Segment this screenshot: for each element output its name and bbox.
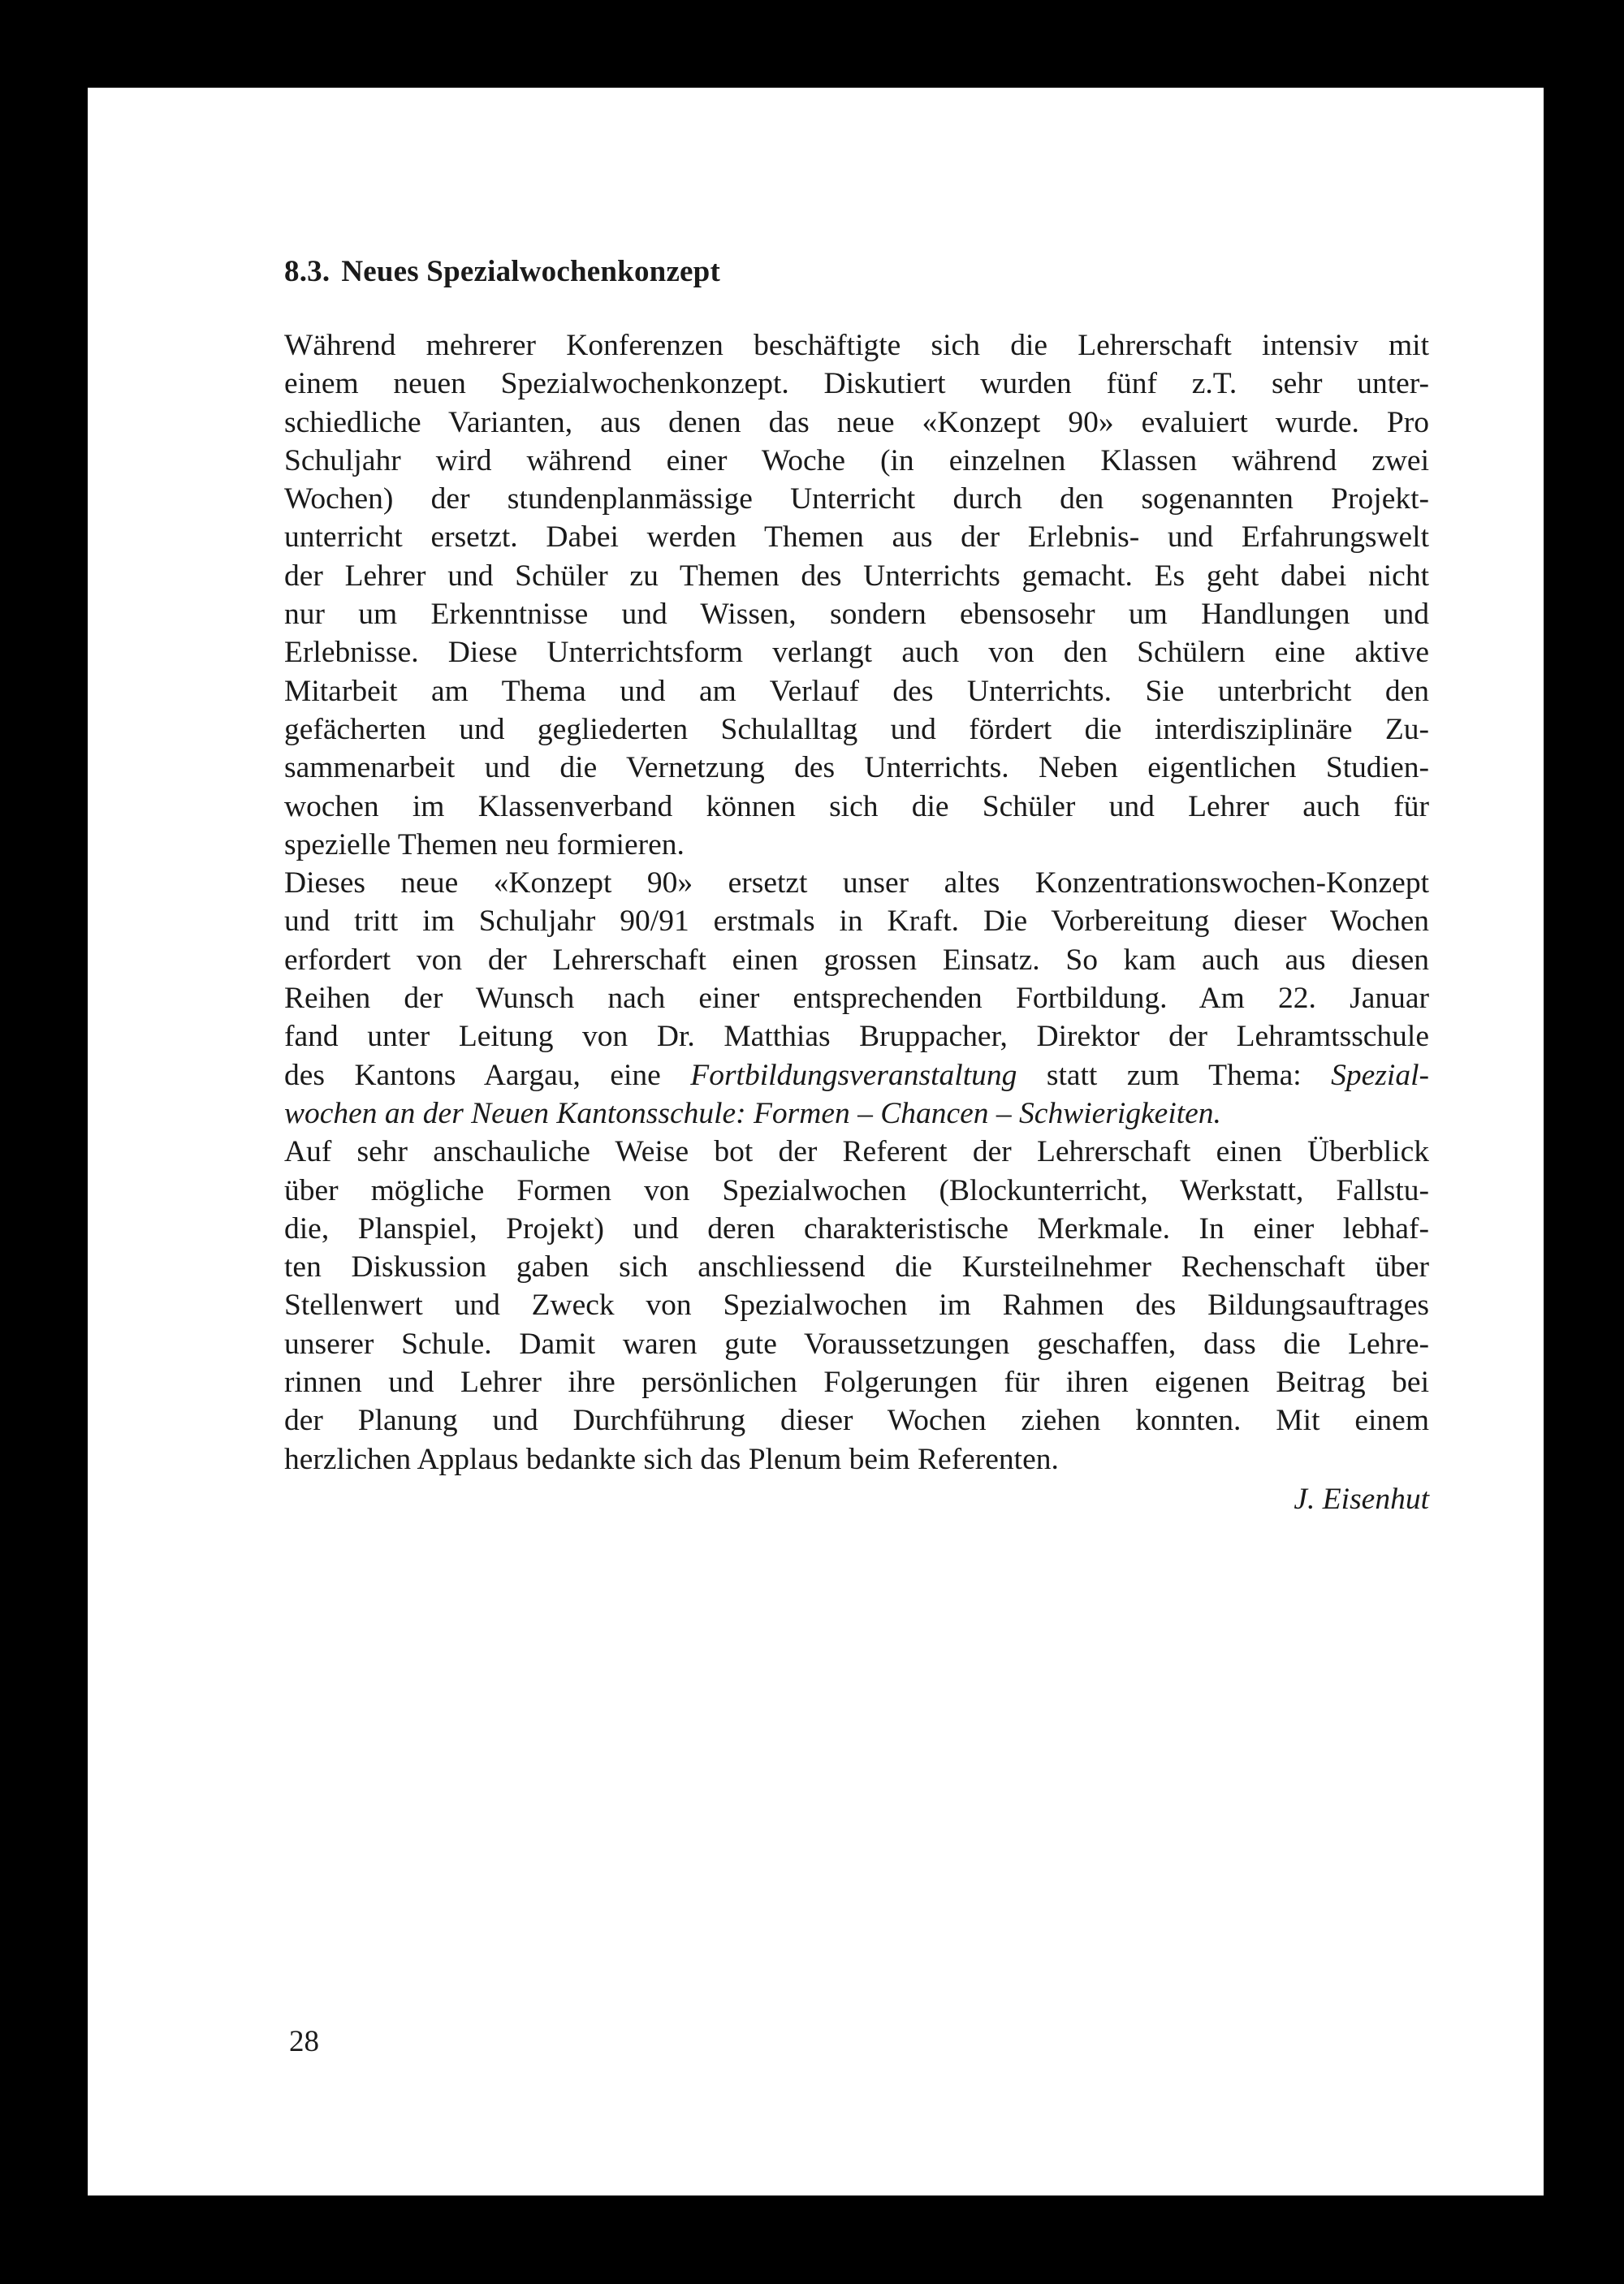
text-line: Erlebnisse. Diese Unterrichtsform verlangt auch von den Schülern eine aktive — [284, 636, 1429, 670]
text-line: schiedliche Varianten, aus denen das neue «Konzept 90» evaluiert wurde. Pro — [284, 405, 1429, 439]
text-line: der Planung und Durchführung dieser Wochen ziehen konnten. Mit einem — [284, 1404, 1429, 1438]
section-title: Neues Spezialwochenkonzept — [341, 255, 720, 288]
text-line: Wochen) der stundenplanmässige Unterricht durch den sogenannten Projekt- — [284, 482, 1429, 516]
text-line: wochen im Klassenverband können sich die Schüler und Lehrer auch für — [284, 789, 1429, 823]
text-line: erfordert von der Lehrerschaft einen grossen Einsatz. So kam auch aus diesen — [284, 943, 1429, 977]
text-line: unserer Schule. Damit waren gute Voraussetzungen geschaffen, dass die Lehre- — [284, 1327, 1429, 1361]
text-line: spezielle Themen neu formieren. — [284, 827, 685, 861]
text-line: Reihen der Wunsch nach einer entsprechenden Fortbildung. Am 22. Januar — [284, 982, 1429, 1016]
article — [284, 254, 1429, 1518]
text-line: Dieses neue «Konzept 90» ersetzt unser altes Konzentrationswochen-Konzept — [284, 866, 1429, 900]
text-run: des Kantons Aargau, eine — [284, 1058, 691, 1092]
section-heading — [284, 254, 1429, 290]
document-page — [88, 88, 1544, 2195]
text-line: nur um Erkenntnisse und Wissen, sondern ebensosehr um Handlungen und — [284, 598, 1429, 632]
text-line: über mögliche Formen von Spezialwochen (Blockunterricht, Werkstatt, Fallstu- — [284, 1173, 1429, 1207]
text-line: ten Diskussion gaben sich anschliessend die Kursteilnehmer Rechenschaft über — [284, 1250, 1429, 1284]
text-line: die, Planspiel, Projekt) und deren charakteristische Merkmale. In einer lebhaf- — [284, 1211, 1429, 1246]
text-line: herzlichen Applaus bedankte sich das Plenum beim Referenten. — [284, 1442, 1059, 1476]
text-line: der Lehrer und Schüler zu Themen des Unterrichts gemacht. Es geht dabei nicht — [284, 559, 1429, 593]
text-line: fand unter Leitung von Dr. Matthias Bruppacher, Direktor der Lehramtsschule — [284, 1020, 1429, 1054]
text-line: rinnen und Lehrer ihre persönlichen Folgerungen für ihren eigenen Beitrag bei — [284, 1366, 1429, 1400]
text-line-mixed — [284, 1056, 1429, 1095]
author-signature: J. Eisenhut — [1294, 1482, 1429, 1516]
article-body — [284, 326, 1429, 1479]
text-line: Mitarbeit am Thema und am Verlauf des Unterrichts. Sie unterbricht den — [284, 674, 1429, 708]
text-line: unterricht ersetzt. Dabei werden Themen aus der Erlebnis- und Erfahrungswelt — [284, 520, 1429, 555]
text-line: und tritt im Schuljahr 90/91 erstmals in Kraft. Die Vorbereitung dieser Wochen — [284, 905, 1429, 939]
text-line-italic — [284, 1095, 1429, 1133]
section-number: 8.3. — [284, 255, 330, 288]
text-line: Während mehrerer Konferenzen beschäftigte sich die Lehrerschaft intensiv mit — [284, 329, 1429, 362]
text-line: Auf sehr anschauliche Weise bot der Referent der Lehrerschaft einen Überblick — [284, 1135, 1429, 1169]
text-line: sammenarbeit und die Vernetzung des Unterrichts. Neben eigentlichen Studien- — [284, 751, 1429, 785]
text-line: Stellenwert und Zweck von Spezialwochen im Rahmen des Bildungsauftrages — [284, 1289, 1429, 1323]
text-line: Schuljahr wird während einer Woche (in einzelnen Klassen während zwei — [284, 443, 1429, 477]
page-number: 28 — [289, 2025, 319, 2058]
text-line: gefächerten und gegliederten Schulalltag und fördert die interdisziplinäre Zu- — [284, 712, 1429, 746]
text-run: statt zum Thema: — [1017, 1058, 1332, 1092]
italic-text-run: Fortbildungsveranstaltung — [690, 1058, 1017, 1092]
italic-text-run: Spezial- — [1331, 1058, 1429, 1092]
text-line: einem neuen Spezialwochenkonzept. Diskutiert wurden fünf z.T. sehr unter- — [284, 367, 1429, 401]
italic-text-run: wochen an der Neuen Kantonsschule: Formen – Chancen – Schwierigkeiten. — [284, 1096, 1221, 1130]
